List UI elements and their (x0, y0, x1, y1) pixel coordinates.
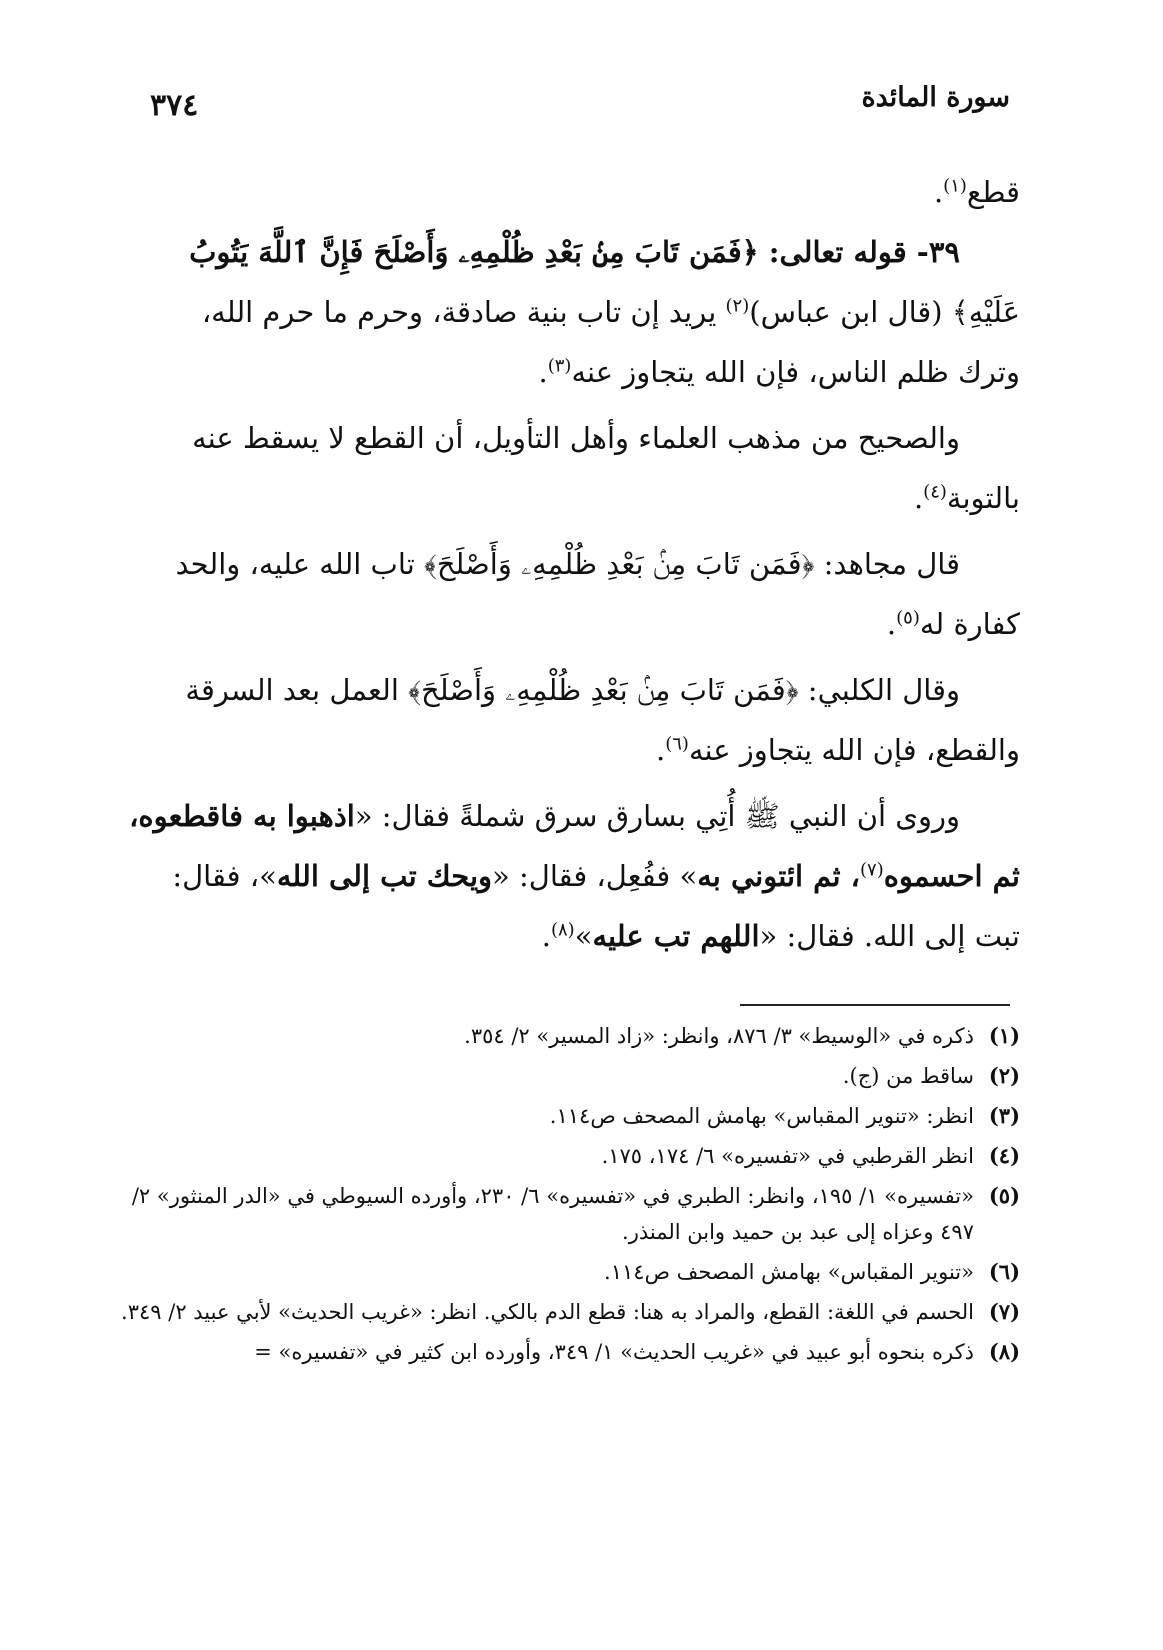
text-line (112, 282, 1020, 342)
main-text (112, 162, 1020, 966)
footnote-number: (٢) (988, 1063, 1020, 1088)
footnote-number: (٨) (988, 1339, 1020, 1364)
text-line (112, 846, 1020, 906)
footnote-text: انظر القرطبي في «تفسيره» ٦/ ١٧٤، ١٧٥. (601, 1144, 974, 1168)
text-line (112, 222, 1020, 282)
text-line (112, 906, 1020, 966)
hadith-quote: ، ثم ائتوني به (697, 859, 860, 893)
text-segment: . (655, 733, 666, 767)
text-segment: كفارة له (919, 607, 1020, 641)
text-segment: والقطع، فإن الله يتجاوز عنه (688, 733, 1020, 767)
footnotes (112, 1018, 1020, 1374)
text-line (112, 534, 1020, 594)
footnote-number: (٥) (988, 1183, 1020, 1208)
page-number: ٣٧٤ (150, 88, 199, 123)
surah-title: سورة المائدة (861, 82, 1010, 113)
footnote-ref: (٢) (725, 295, 750, 317)
footnote-number: (٦) (988, 1259, 1020, 1284)
hadith-quote: اذهبوا به فاقطعوه، (129, 799, 355, 833)
footnote (112, 1138, 1020, 1174)
text-segment: . (913, 481, 924, 515)
footnote (112, 1334, 1020, 1370)
footnote (112, 1098, 1020, 1134)
text-segment: » (574, 919, 593, 953)
text-segment: وروى أن النبي ﷺ أُتِي بسارق سرق شملةً فقال: « (354, 799, 960, 833)
footnote-text: ذكره في «الوسيط» ٣/ ٨٧٦، وانظر: «زاد المسير» ٢/ ٣٥٤. (464, 1024, 974, 1048)
footnote-ref: (٥) (896, 607, 920, 629)
text-line (112, 342, 1020, 402)
footnote-text: «تفسيره» ١/ ١٩٥، وانظر: الطبري في «تفسيره» ٦/ ٢٣٠، وأورده السيوطي في «الدر المنثور» ٢/ ٤٩٧ وعزاه إلى عبد بن حميد وابن المنذر. (131, 1184, 974, 1244)
text-segment: يريد إن تاب بنية صادقة، وحرم ما حرم الله، (201, 295, 726, 329)
text-segment: » ففُعِل، فقال: « (492, 859, 698, 893)
text-line (112, 468, 1020, 528)
text-line (112, 786, 1020, 846)
text-line (112, 408, 1020, 468)
footnote-ref: (٨) (550, 919, 575, 941)
text-line (112, 162, 1020, 222)
footnote-number: (٧) (988, 1299, 1020, 1324)
footnote-number: (٣) (988, 1103, 1020, 1128)
footnote-text: الحسم في اللغة: القطع، والمراد به هنا: قطع الدم بالكي. انظر: «غريب الحديث» لأبي عبيد ٢/ ٣٤٩. (121, 1300, 974, 1324)
text-segment: . (886, 607, 897, 641)
footnote-number: (٤) (988, 1143, 1020, 1168)
hadith-quote: ويحك تب إلى الله (276, 859, 493, 893)
text-segment: قال مجاهد: ﴿فَمَن تَابَ مِنۢ بَعْدِ ظُلْمِهِۦ وَأَصْلَحَ﴾ تاب الله عليه، والحد (175, 547, 960, 581)
text-segment: والصحيح من مذهب العلماء وأهل التأويل، أن القطع لا يسقط عنه (192, 421, 960, 455)
footnote (112, 1294, 1020, 1330)
footnote (112, 1018, 1020, 1054)
footnote-text: ذكره بنحوه أبو عبيد في «غريب الحديث» ١/ ٣٤٩، وأورده ابن كثير في «تفسيره» = (254, 1340, 974, 1364)
text-line (112, 660, 1020, 720)
footnote-number: (١) (988, 1023, 1020, 1048)
footnote-ref: (٧) (860, 859, 884, 881)
footnote-text: «تنوير المقباس» بهامش المصحف ص١١٤. (604, 1260, 974, 1284)
footnote-ref: (١) (943, 175, 967, 197)
text-segment: بالتوبة (946, 481, 1020, 515)
text-segment: . (933, 175, 944, 209)
hadith-quote: اللهم تب عليه (592, 919, 760, 953)
footnote-ref: (٣) (547, 355, 572, 377)
hadith-quote: ثم احسموه (883, 859, 1020, 893)
text-segment: . (541, 919, 551, 953)
footnote-ref: (٤) (923, 481, 947, 503)
text-segment: قطع (966, 175, 1020, 209)
text-line (112, 720, 1020, 780)
text-segment: وقال الكلبي: ﴿فَمَن تَابَ مِنۢ بَعْدِ ظُلْمِهِۦ وَأَصْلَحَ﴾ العمل بعد السرقة (185, 673, 960, 707)
footnote-text: ساقط من (ج). (842, 1064, 974, 1088)
text-segment: تبت إلى الله. فقال: « (759, 919, 1020, 953)
footnote (112, 1058, 1020, 1094)
text-segment: »، فقال: (172, 859, 277, 893)
footnote (112, 1178, 1020, 1250)
footnote-divider (740, 1004, 1010, 1006)
footnote-text: انظر: «تنوير المقباس» بهامش المصحف ص١١٤. (549, 1104, 974, 1128)
text-segment: عَلَيْهِ﴾ (قال ابن عباس) (749, 295, 1020, 329)
page-header (150, 82, 1010, 132)
footnote (112, 1254, 1020, 1290)
text-segment: وترك ظلم الناس، فإن الله يتجاوز عنه (571, 355, 1020, 389)
text-segment: . (538, 355, 548, 389)
verse-39-heading: ٣٩- قوله تعالى: ﴿فَمَن تَابَ مِنۢ بَعْدِ ظُلْمِهِۦ وَأَصْلَحَ فَإِنَّ ٱللَّهَ يَتُوبُ (189, 235, 960, 269)
text-line (112, 594, 1020, 654)
footnote-ref: (٦) (665, 733, 689, 755)
